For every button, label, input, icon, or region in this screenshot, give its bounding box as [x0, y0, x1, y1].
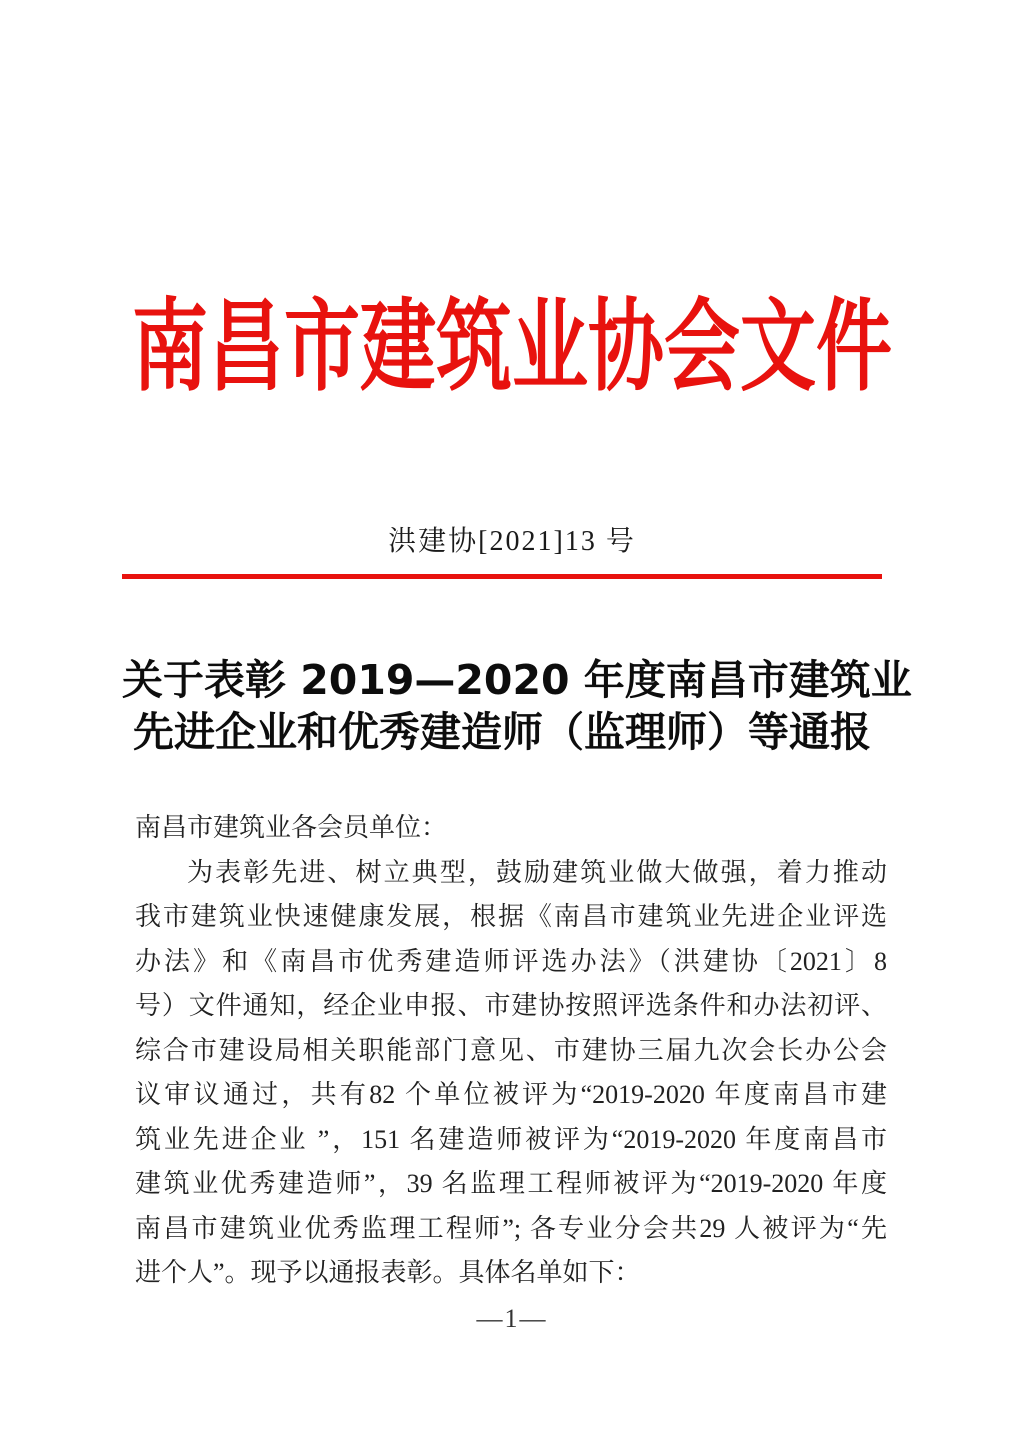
body-line: 筑业先进企业 ”，151 名建造师被评为“2019-2020 年度南昌市	[135, 1124, 887, 1154]
red-divider-line	[122, 574, 882, 579]
page-number: —1—	[476, 1304, 548, 1333]
doc-title-line-1: 关于表彰 2019—2020 年度南昌市建筑业	[122, 656, 912, 704]
body-line: 办法》和《南昌市优秀建造师评选办法》（洪建协〔2021〕8	[135, 946, 887, 976]
body-line: 南昌市建筑业优秀监理工程师”; 各专业分会共29 人被评为“先	[135, 1213, 887, 1243]
body-line-salutation: 南昌市建筑业各会员单位：	[135, 813, 448, 842]
body-line: 综合市建设局相关职能部门意见、市建协三届九次会长办公会	[135, 1035, 887, 1065]
body-line: 建筑业优秀建造师”，39 名监理工程师被评为“2019-2020 年度	[135, 1169, 887, 1198]
body-line-last: 进个人”。现予以通报表彰。具体名单如下：	[135, 1258, 641, 1287]
org-title-row	[0, 288, 1024, 408]
doc-title-line-2: 先进企业和优秀建造师（监理师）等通报	[133, 708, 871, 756]
body-text	[135, 806, 887, 1296]
doc-title	[122, 654, 912, 758]
doc-number: 洪建协[2021]13 号	[388, 526, 636, 557]
body-line: 我市建筑业快速健康发展，根据《南昌市建筑业先进企业评选	[135, 902, 887, 931]
org-title: 南昌市建筑业协会文件	[132, 292, 892, 403]
body-line: 为表彰先进、树立典型，鼓励建筑业做大做强，着力推动	[187, 857, 887, 887]
body-line: 议审议通过，共有82 个单位被评为“2019-2020 年度南昌市建	[135, 1080, 887, 1109]
body-line: 号）文件通知，经企业申报、市建协按照评选条件和办法初评、	[135, 991, 887, 1020]
